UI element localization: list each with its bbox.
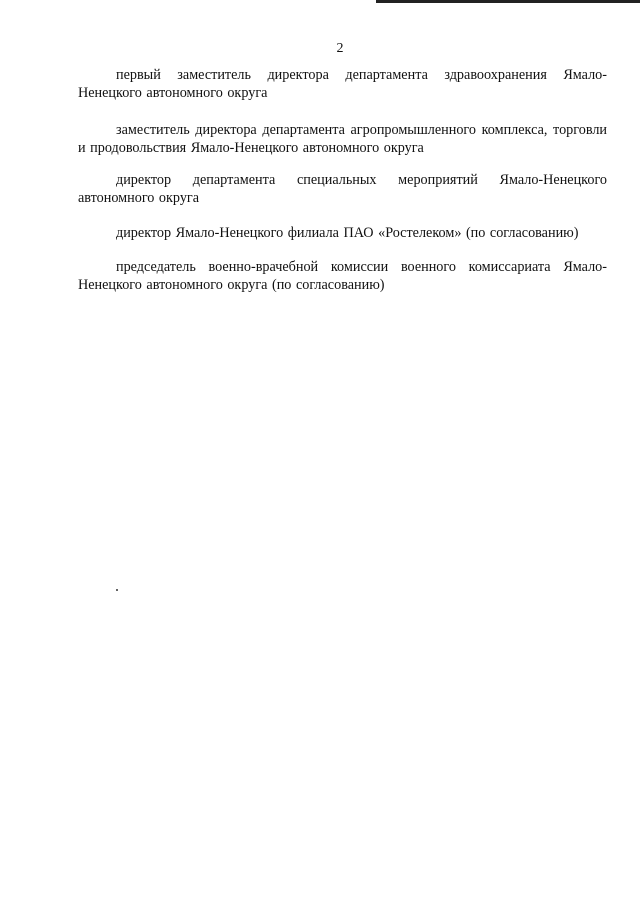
member-entry-2: заместитель директора департамента агропромышленного комплекса, торговли и продовольствия Ямало-Ненецкого автономного округа: [78, 122, 607, 156]
page-number: 2: [336, 41, 344, 56]
member-entry-3: директор департамента специальных мероприятий Ямало-Ненецкого автономного округа: [78, 172, 607, 206]
scan-speck: [116, 589, 118, 591]
scan-edge-mark: [376, 0, 640, 3]
member-entry-1: первый заместитель директора департамента здравоохранения Ямало-Ненецкого автономного округа: [78, 67, 607, 101]
member-entry-5: председатель военно-врачебной комиссии военного комиссариата Ямало-Ненецкого автономного округа (по согласованию): [78, 259, 607, 293]
member-entry-4: директор Ямало-Ненецкого филиала ПАО «Ростелеком» (по согласованию): [116, 225, 579, 241]
